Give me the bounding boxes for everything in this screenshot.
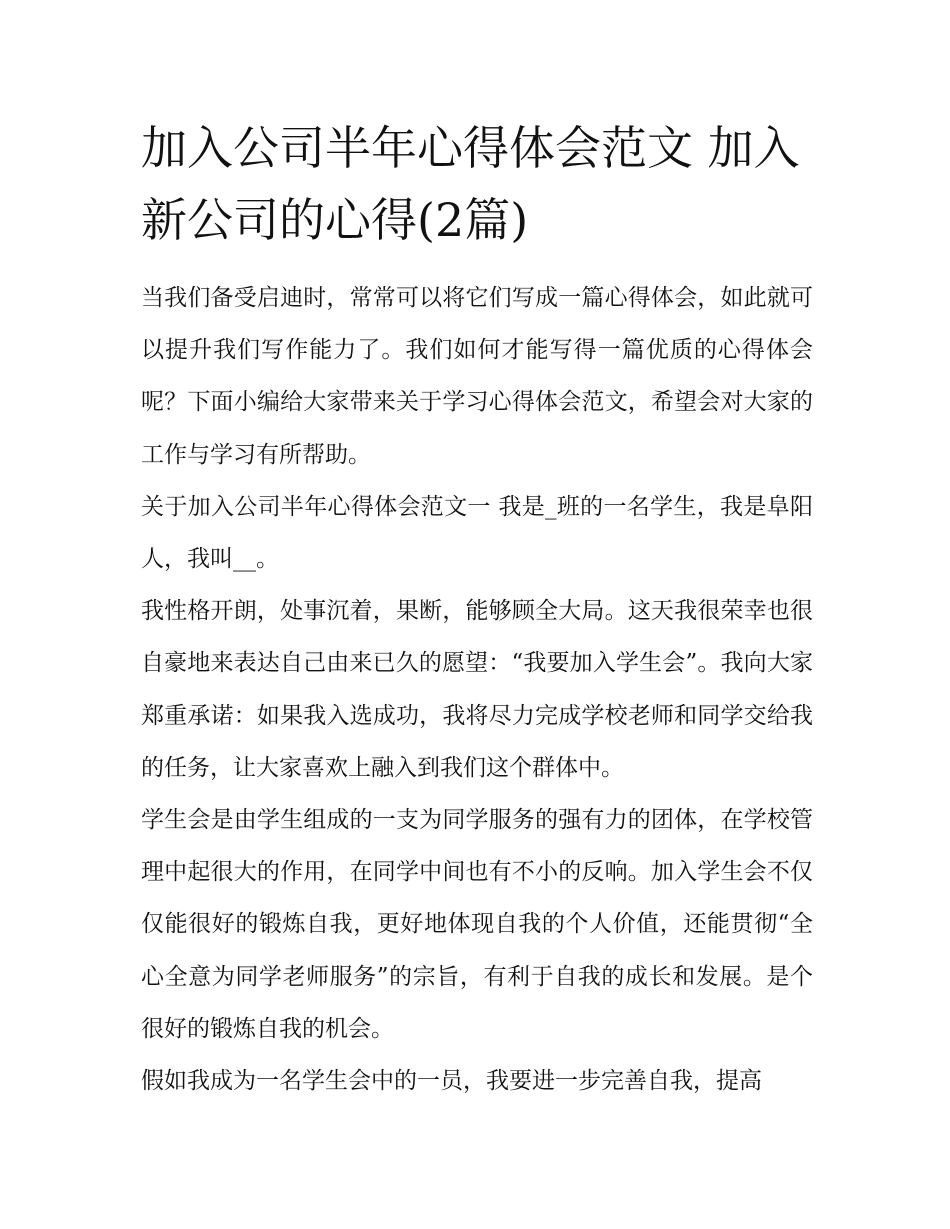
paragraph-self-intro: 关于加入公司半年心得体会范文一 我是_班的一名学生，我是阜阳人，我叫__。 xyxy=(141,493,813,573)
paragraph-student-union: 学生会是由学生组成的一支为同学服务的强有力的团体，在学校管理中起很大的作用，在同学中间也有不小的反响。加入学生会不仅仅能很好的锻炼自我，更好地体现自我的个人价值，还能贯彻“全心全意为同学老师服务”的宗旨，有利于自我的成长和发展。是个很好的锻炼自我的机会。 xyxy=(141,807,813,1042)
paragraph-plan: 假如我成为一名学生会中的一员，我要进一步完善自我，提高 xyxy=(141,1068,762,1095)
document-body xyxy=(141,272,813,1107)
document-title: 加入公司半年心得体会范文 加入新公司的心得(2篇) xyxy=(141,121,800,247)
paragraph-intro: 当我们备受启迪时，常常可以将它们写成一篇心得体会，如此就可以提升我们写作能力了。我们如何才能写得一篇优质的心得体会呢？下面小编给大家带来关于学习心得体会范文，希望会对大家的工作与学习有所帮助。 xyxy=(141,285,813,468)
paragraph-personality: 我性格开朗，处事沉着，果断，能够顾全大局。这天我很荣幸也很自豪地来表达自己由来已久的愿望：“我要加入学生会”。我向大家郑重承诺：如果我入选成功，我将尽力完成学校老师和同学交给我的任务，让大家喜欢上融入到我们这个群体中。 xyxy=(141,598,813,781)
